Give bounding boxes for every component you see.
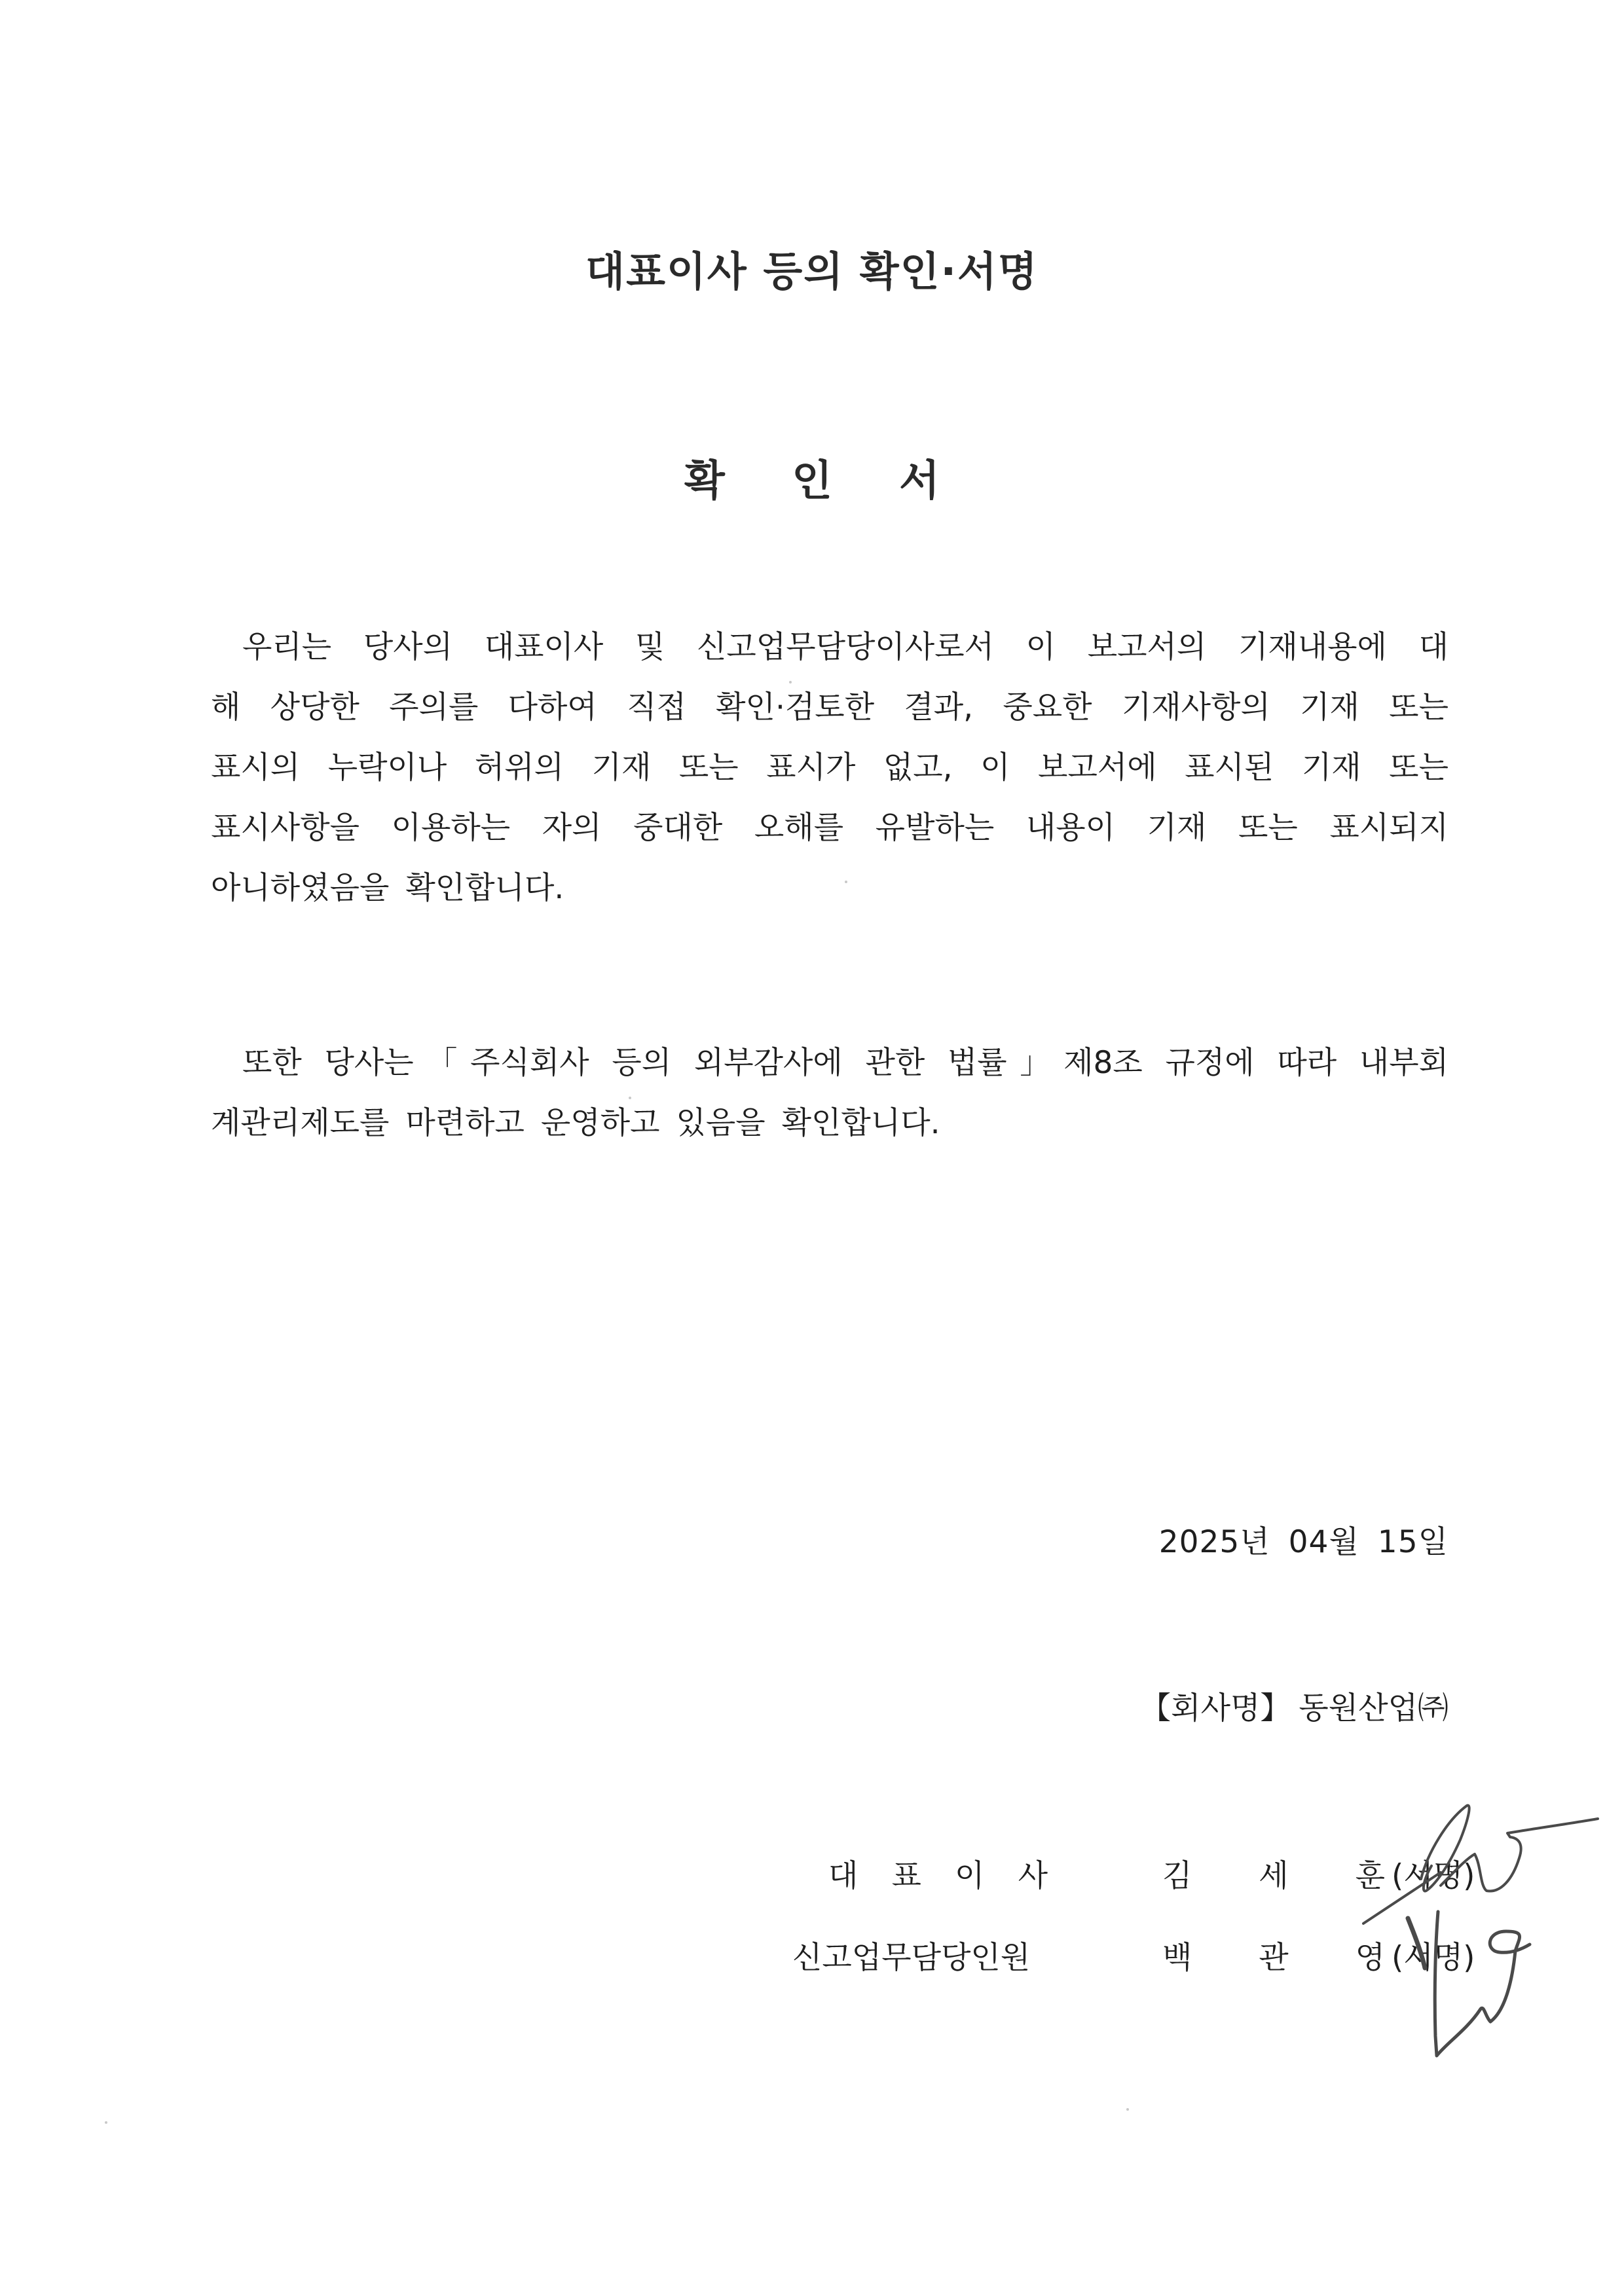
signatory-role: 신고업무담당인원 [792,1940,1031,1976]
scan-speck [789,681,792,683]
company-name-line [1140,1683,1449,1735]
paragraph-line: 표시의 누락이나 허위의 기재 또는 표시가 없고, 이 보고서에 표시된 기재 또는 [211,750,1449,786]
signatory-row-disclosure-officer [792,1932,1480,1984]
confirmation-paragraph [211,617,1449,919]
signatory-name: 백 관 영 [1162,1940,1385,1976]
paragraph-line: 아니하였음을 확인합니다. [211,870,564,906]
paragraph-line: 또한 당사는「주식회사 등의 외부감사에 관한 법률」제8조 규정에 따라 내부회 [242,1045,1449,1081]
signatory-row-ceo [792,1850,1480,1903]
scan-speck [845,881,847,883]
confirmation-heading: 확 인 서 [684,457,967,505]
signature-placeholder: (서명) [1392,1858,1475,1894]
scan-speck [629,1097,631,1099]
signature-placeholder: (서명) [1392,1940,1475,1976]
scan-speck [1126,2108,1129,2111]
signatory-role: 대 표 이 사 [828,1858,1048,1894]
signatory-name: 김 세 훈 [1162,1858,1385,1894]
internal-control-paragraph [211,1033,1449,1154]
document-title: 대표이사 등의 확인·서명 [585,247,1039,295]
scan-speck [105,2121,107,2124]
handwritten-signature-icon [1375,1905,1545,2069]
paragraph-line: 표시사항을 이용하는 자의 중대한 오해를 유발하는 내용이 기재 또는 표시되지 [211,810,1449,846]
paragraph-line: 해 상당한 주의를 다하여 직접 확인·검토한 결과, 중요한 기재사항의 기재 또는 [211,689,1449,725]
document-date: 2025년 04월 15일 [1158,1524,1449,1560]
paragraph-line: 계관리제도를 마련하고 운영하고 있음을 확인합니다. [211,1105,940,1141]
company-label: 【회사명】 [1140,1690,1291,1726]
company-name: 동원산업㈜ [1299,1690,1449,1726]
paragraph-line: 우리는 당사의 대표이사 및 신고업무담당이사로서 이 보고서의 기재내용에 대 [242,629,1449,665]
